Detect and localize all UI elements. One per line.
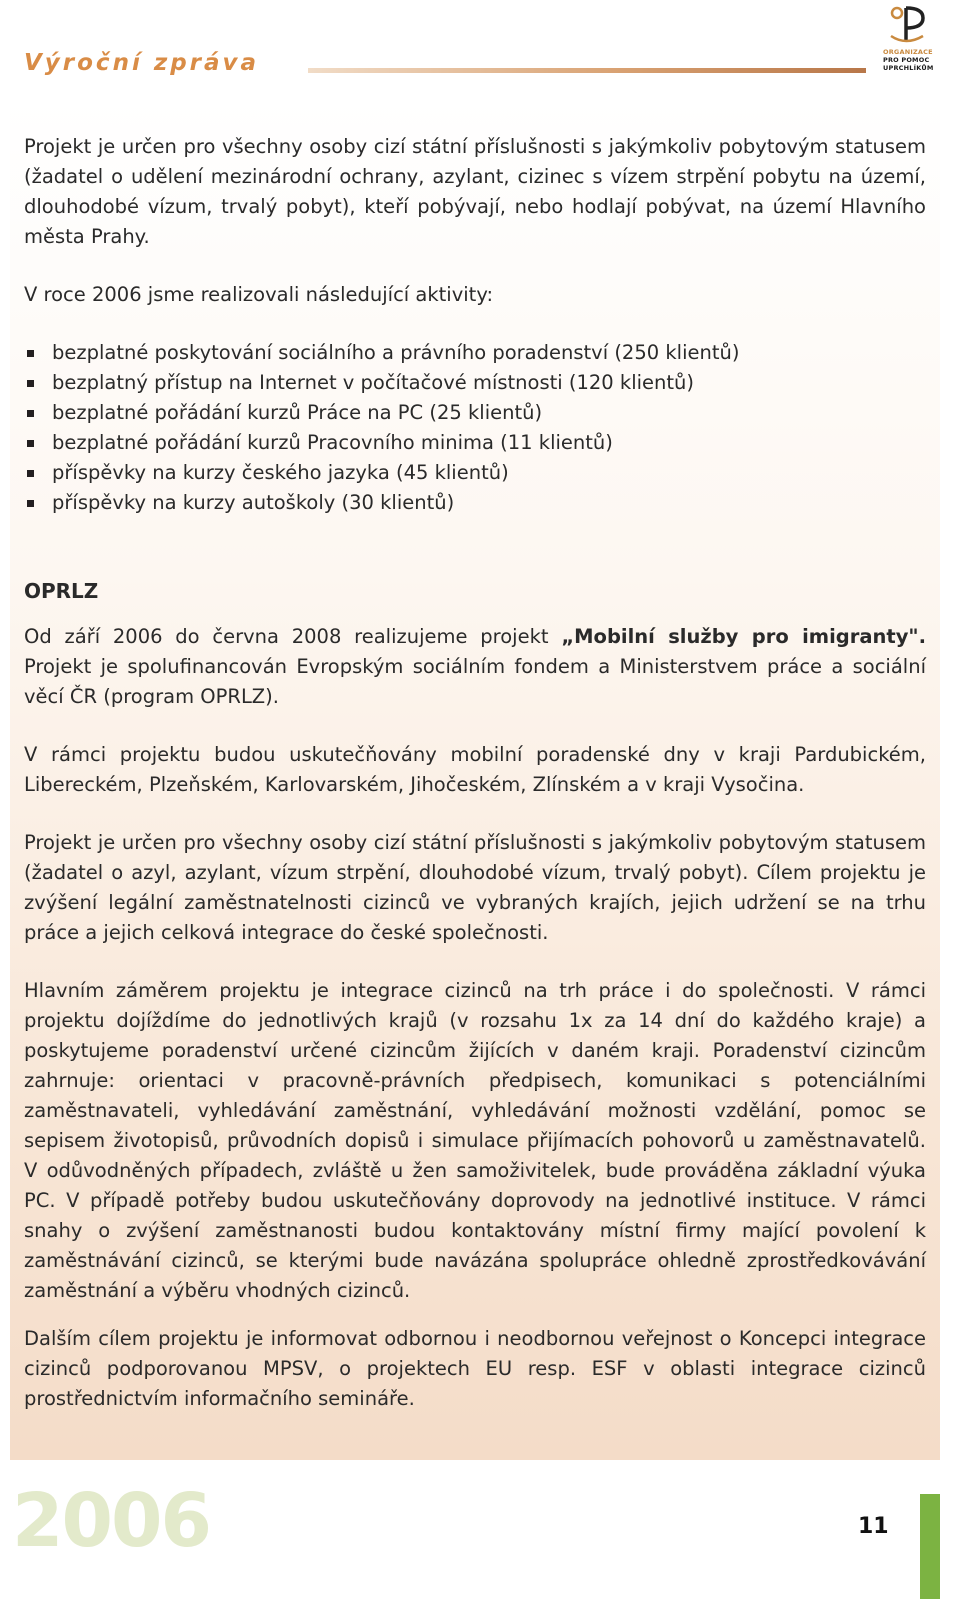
list-item: bezplatný přístup na Internet v počítačové místnosti (120 klientů) [24, 368, 926, 398]
text-segment: Od září 2006 do června 2008 realizujeme projekt [24, 625, 562, 648]
list-item: bezplatné pořádání kurzů Práce na PC (25 klientů) [24, 398, 926, 428]
accent-bar [920, 1494, 940, 1599]
oprlz-paragraph-2: V rámci projektu budou uskutečňovány mobilní poradenské dny v kraji Pardubickém, Libereckém, Plzeňském, Karlovarském, Jihočeském, Zlínském a v kraji Vysočina. [24, 743, 926, 796]
logo-line: PRO POMOC [883, 56, 930, 64]
header-divider [308, 68, 866, 73]
activities-lead: V roce 2006 jsme realizovali následující aktivity: [24, 283, 494, 306]
activities-list [24, 338, 926, 518]
list-item: bezplatné poskytování sociálního a právního poradenství (250 klientů) [24, 338, 926, 368]
list-item: bezplatné pořádání kurzů Pracovního minima (11 klientů) [24, 428, 926, 458]
oprlz-paragraph-1 [24, 622, 926, 712]
section-heading: OPRLZ [24, 579, 99, 603]
project-name: „Mobilní služby pro imigranty". [561, 625, 927, 648]
page-number: 11 [858, 1514, 889, 1539]
intro-paragraph: Projekt je určen pro všechny osoby cizí státní příslušnosti s jakýmkoliv pobytovým statusem (žadatel o udělení mezinárodní ochrany, azylant, cizinec s vízem strpění pobytu na území, dlouhodobé vízum, trvalý pobyt), kteří pobývají, nebo hodlají pobývat, na území Hlavního města Prahy. [24, 135, 926, 248]
organization-logo [883, 2, 945, 98]
main-content [24, 132, 926, 1414]
year-watermark: 2006 [12, 1478, 210, 1564]
logo-line: ORGANIZACE [883, 48, 933, 56]
oprlz-paragraph-5: Dalším cílem projektu je informovat odbornou i neodbornou veřejnost o Koncepci integrace cizinců podporovanou MPSV, o projektech EU resp. ESF v oblasti integrace cizinců prostřednictvím informačního semináře. [24, 1327, 926, 1410]
oprlz-paragraph-4: Hlavním záměrem projektu je integrace cizinců na trh práce i do společnosti. V rámci projektu dojíždíme do jednotlivých krajů (v rozsahu 1x za 14 dní do každého kraje) a poskytujeme poradenství určené cizincům žijících v daném kraji. Poradenství cizincům zahrnuje: orientaci v pracovně-právních předpisech, komunikaci s potenciálními zaměstnavateli, vyhledávání zaměstnání, vyhledávání možnosti vzdělání, pomoc se sepisem životopisů, průvodních dopisů i simulace přijímacích pohovorů u zaměstnavatelů. V odůvodněných případech, zvláště u žen samoživitelek, bude prováděna základní výuka PC. V případě potřeby budou uskutečňovány doprovody na jednotlivé instituce. V rámci snahy o zvýšení zaměstnanosti budou kontaktovány místní firmy mající povolení k zaměstnávání cizinců, se kterými bude navázána spolupráce ohledně zprostředkovávání zaměstnání a výběru vhodných cizinců. [24, 979, 926, 1302]
opu-logo-icon [883, 2, 945, 48]
page-header [0, 0, 960, 100]
report-title: Výroční zpráva [24, 50, 260, 76]
list-item: příspěvky na kurzy českého jazyka (45 klientů) [24, 458, 926, 488]
oprlz-paragraph-3: Projekt je určen pro všechny osoby cizí státní příslušnosti s jakýmkoliv pobytovým statusem (žadatel o azyl, azylant, vízum strpění, dlouhodobé vízum, trvalý pobyt). Cílem projektu je zvýšení legální zaměstnatelnosti cizinců ve vybraných krajích, jejich udržení se na trhu práce a jejich celková integrace do české společnosti. [24, 831, 926, 944]
logo-wordmark [883, 48, 953, 72]
logo-line: UPRCHLÍKŮM [883, 64, 934, 72]
list-item: příspěvky na kurzy autoškoly (30 klientů) [24, 488, 926, 518]
text-segment: Projekt je spolufinancován Evropským sociálním fondem a Ministerstvem práce a sociální věcí ČR (program OPRLZ). [24, 655, 926, 708]
